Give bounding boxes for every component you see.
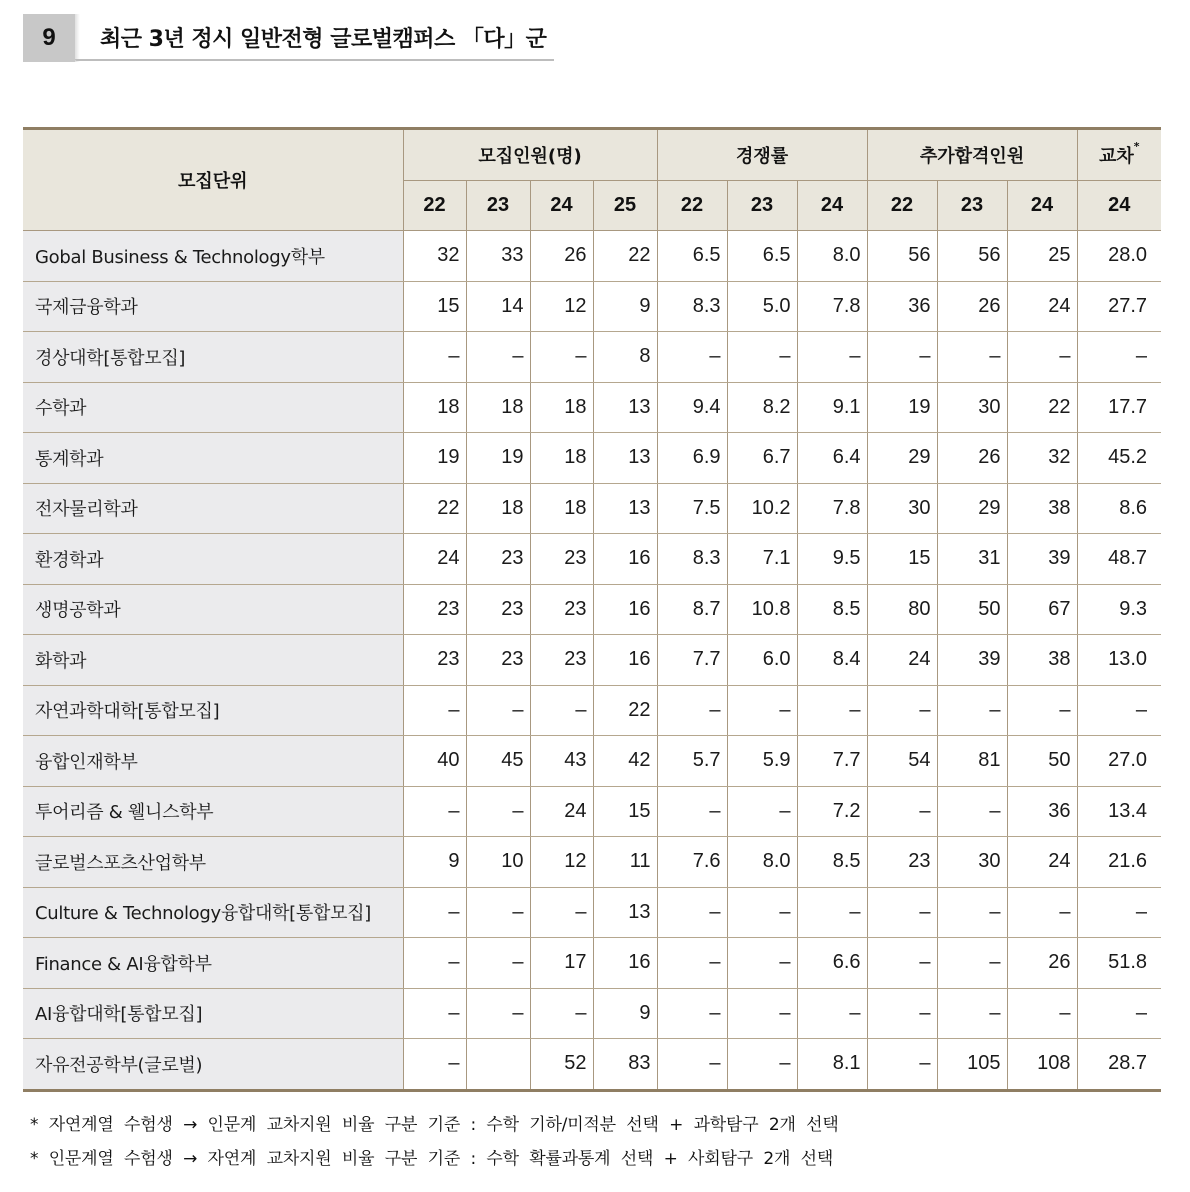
row-label: 글로벌스포츠산업학부 [23, 837, 403, 888]
table-cell: 9.1 [797, 382, 867, 433]
table-cell: – [867, 786, 937, 837]
table-cell: 23 [403, 635, 466, 686]
table-cell: 18 [466, 483, 530, 534]
table-cell: 6.9 [657, 433, 727, 484]
col-year: 23 [727, 181, 797, 231]
table-row [23, 382, 1161, 433]
table-cell: – [727, 988, 797, 1039]
table-cell: 15 [403, 281, 466, 332]
row-label: 투어리즘 & 웰니스학부 [23, 786, 403, 837]
col-group-quota: 모집인원(명) [403, 129, 657, 181]
table-cell: – [1077, 988, 1161, 1039]
table-cell: – [403, 938, 466, 989]
table-cell: 33 [466, 231, 530, 282]
table-cell: 28.0 [1077, 231, 1161, 282]
table-cell: 22 [593, 685, 657, 736]
table-cell: 83 [593, 1039, 657, 1091]
table-row [23, 887, 1161, 938]
table-cell: – [466, 786, 530, 837]
admissions-table [23, 127, 1161, 1092]
table-cell: 8.5 [797, 584, 867, 635]
table-cell: – [727, 1039, 797, 1091]
table-cell: 8.4 [797, 635, 867, 686]
table-cell: – [403, 887, 466, 938]
table-cell: 13.4 [1077, 786, 1161, 837]
table-cell: 45 [466, 736, 530, 787]
table-cell: 8.0 [797, 231, 867, 282]
table-body [23, 231, 1161, 1091]
table-cell: – [797, 332, 867, 383]
table-row [23, 837, 1161, 888]
table-cell: – [657, 786, 727, 837]
col-year: 24 [1007, 181, 1077, 231]
table-cell: 9 [593, 988, 657, 1039]
table-cell: – [727, 786, 797, 837]
table-cell: 10.2 [727, 483, 797, 534]
table-cell: 7.7 [657, 635, 727, 686]
table-cell: – [657, 988, 727, 1039]
table-cell: – [727, 685, 797, 736]
table-cell: 36 [1007, 786, 1077, 837]
table-cell: – [657, 685, 727, 736]
table-cell: 22 [1007, 382, 1077, 433]
table-cell: 15 [593, 786, 657, 837]
table-cell: 40 [403, 736, 466, 787]
table-cell: – [1007, 332, 1077, 383]
table-cell: 6.7 [727, 433, 797, 484]
table-cell: 6.4 [797, 433, 867, 484]
table-cell: – [937, 938, 1007, 989]
table-row [23, 1039, 1161, 1091]
table-cell: – [1077, 332, 1161, 383]
table-cell: – [1007, 988, 1077, 1039]
table-cell: – [657, 938, 727, 989]
table-cell: – [530, 887, 593, 938]
table-cell: – [403, 786, 466, 837]
table-row [23, 736, 1161, 787]
table-cell [466, 1039, 530, 1091]
table-cell: 24 [1007, 837, 1077, 888]
table-row [23, 685, 1161, 736]
table-cell: 23 [530, 635, 593, 686]
table-cell: 10 [466, 837, 530, 888]
table-cell: 12 [530, 281, 593, 332]
table-cell: – [466, 685, 530, 736]
table-cell: – [403, 685, 466, 736]
table-cell: 9 [593, 281, 657, 332]
col-header-unit: 모집단위 [23, 129, 403, 231]
table-cell: 108 [1007, 1039, 1077, 1091]
table-cell: 23 [466, 534, 530, 585]
table-cell: 23 [466, 635, 530, 686]
table-cell: – [797, 685, 867, 736]
table-cell: 17 [530, 938, 593, 989]
table-cell: 32 [1007, 433, 1077, 484]
table-cell: – [530, 685, 593, 736]
table-cell: 6.5 [657, 231, 727, 282]
table-cell: 10.8 [727, 584, 797, 635]
table-cell: 24 [403, 534, 466, 585]
table-row [23, 332, 1161, 383]
row-label: Gobal Business & Technology학부 [23, 231, 403, 282]
col-year: 23 [466, 181, 530, 231]
table-row [23, 281, 1161, 332]
col-year: 25 [593, 181, 657, 231]
table-cell: 13 [593, 483, 657, 534]
row-label: 수학과 [23, 382, 403, 433]
table-cell: 8.3 [657, 281, 727, 332]
table-cell: 29 [937, 483, 1007, 534]
col-year: 22 [867, 181, 937, 231]
table-cell: – [1007, 685, 1077, 736]
table-cell: 7.7 [797, 736, 867, 787]
table-cell: 7.8 [797, 483, 867, 534]
table-cell: 17.7 [1077, 382, 1161, 433]
table-row [23, 786, 1161, 837]
row-label: 통계학과 [23, 433, 403, 484]
title-underline [75, 59, 554, 61]
table-cell: 27.7 [1077, 281, 1161, 332]
table-cell: – [937, 786, 1007, 837]
table-cell: – [1077, 685, 1161, 736]
table-cell: 13.0 [1077, 635, 1161, 686]
table-cell: 6.0 [727, 635, 797, 686]
table-cell: – [867, 332, 937, 383]
table-cell: 12 [530, 837, 593, 888]
table-cell: – [657, 887, 727, 938]
table-row [23, 988, 1161, 1039]
table-cell: 30 [867, 483, 937, 534]
page-title: 최근 3년 정시 일반전형 글로벌캠퍼스 「다」군 [100, 26, 547, 52]
table-row [23, 433, 1161, 484]
table-cell: 19 [867, 382, 937, 433]
col-year: 24 [797, 181, 867, 231]
table-cell: – [466, 938, 530, 989]
footnote: * 인문계열 수험생 → 자연계 교차지원 비율 구분 기준 : 수학 확률과통계 선택 + 사회탐구 2개 선택 [30, 1149, 834, 1169]
col-year: 22 [657, 181, 727, 231]
table-cell: – [466, 988, 530, 1039]
table-cell: 13 [593, 433, 657, 484]
table-row [23, 938, 1161, 989]
table-cell: 105 [937, 1039, 1007, 1091]
row-label: 화학과 [23, 635, 403, 686]
row-label: Finance & AI융합학부 [23, 938, 403, 989]
row-label: 경상대학[통합모집] [23, 332, 403, 383]
table-cell: – [727, 332, 797, 383]
col-group-additional: 추가합격인원 [867, 129, 1077, 181]
col-group-competition: 경쟁률 [657, 129, 867, 181]
col-year: 22 [403, 181, 466, 231]
table-cell: – [867, 1039, 937, 1091]
table-cell: 26 [1007, 938, 1077, 989]
table-cell: – [1077, 887, 1161, 938]
table-cell: 30 [937, 382, 1007, 433]
table-cell: 5.9 [727, 736, 797, 787]
table-cell: – [727, 887, 797, 938]
table-cell: 8.6 [1077, 483, 1161, 534]
table-cell: – [937, 332, 1007, 383]
col-year: 24 [1077, 181, 1161, 231]
table-cell: 50 [1007, 736, 1077, 787]
table-cell: 52 [530, 1039, 593, 1091]
table-cell: 5.0 [727, 281, 797, 332]
table-cell: 16 [593, 584, 657, 635]
table-cell: 28.7 [1077, 1039, 1161, 1091]
table-cell: – [657, 1039, 727, 1091]
table-cell: 7.8 [797, 281, 867, 332]
table-cell: 26 [530, 231, 593, 282]
table-cell: – [466, 887, 530, 938]
table-cell: 13 [593, 382, 657, 433]
table-cell: 32 [403, 231, 466, 282]
table-cell: 7.1 [727, 534, 797, 585]
footnote: * 자연계열 수험생 → 인문계 교차지원 비율 구분 기준 : 수학 기하/미적분 선택 + 과학탐구 2개 선택 [30, 1115, 839, 1135]
table-cell: 24 [867, 635, 937, 686]
row-label: 생명공학과 [23, 584, 403, 635]
table-cell: 8.2 [727, 382, 797, 433]
table-cell: 42 [593, 736, 657, 787]
table-cell: 56 [867, 231, 937, 282]
table-cell: – [867, 938, 937, 989]
table-cell: 8.5 [797, 837, 867, 888]
table-cell: 7.5 [657, 483, 727, 534]
table-cell: 39 [937, 635, 1007, 686]
table-cell: 67 [1007, 584, 1077, 635]
table-cell: – [937, 685, 1007, 736]
table-cell: 18 [530, 433, 593, 484]
table-cell: 8.7 [657, 584, 727, 635]
table-cell: 23 [466, 584, 530, 635]
table-cell: – [867, 988, 937, 1039]
table-row [23, 483, 1161, 534]
col-year: 24 [530, 181, 593, 231]
table-cell: 30 [937, 837, 1007, 888]
row-label: Culture & Technology융합대학[통합모집] [23, 887, 403, 938]
row-label: AI융합대학[통합모집] [23, 988, 403, 1039]
table-cell: – [867, 685, 937, 736]
table-cell: 25 [1007, 231, 1077, 282]
section-title [23, 14, 554, 62]
table-cell: 27.0 [1077, 736, 1161, 787]
table-cell: – [797, 988, 867, 1039]
table-cell: 8.0 [727, 837, 797, 888]
row-label: 국제금융학과 [23, 281, 403, 332]
table-cell: 80 [867, 584, 937, 635]
table-cell: 8.1 [797, 1039, 867, 1091]
row-label: 전자물리학과 [23, 483, 403, 534]
table-cell: 54 [867, 736, 937, 787]
table-cell: 23 [530, 584, 593, 635]
table-cell: 22 [593, 231, 657, 282]
table-cell: 45.2 [1077, 433, 1161, 484]
table-cell: 16 [593, 635, 657, 686]
table-cell: 19 [403, 433, 466, 484]
table-cell: – [797, 887, 867, 938]
table-cell: 16 [593, 534, 657, 585]
table-cell: 22 [403, 483, 466, 534]
table-cell: 39 [1007, 534, 1077, 585]
table-cell: – [403, 1039, 466, 1091]
col-year: 23 [937, 181, 1007, 231]
table-cell: 26 [937, 281, 1007, 332]
table-cell: 29 [867, 433, 937, 484]
table-cell: 16 [593, 938, 657, 989]
table-cell: – [403, 332, 466, 383]
table-cell: 13 [593, 887, 657, 938]
table-cell: 19 [466, 433, 530, 484]
table-cell: 9.5 [797, 534, 867, 585]
footnotes [30, 1108, 839, 1176]
row-label: 융합인재학부 [23, 736, 403, 787]
table-cell: 23 [403, 584, 466, 635]
table-row [23, 635, 1161, 686]
table-cell: – [530, 332, 593, 383]
table-cell: 8.3 [657, 534, 727, 585]
table-cell: 24 [530, 786, 593, 837]
footnote-star: * [1133, 140, 1140, 153]
table-row [23, 584, 1161, 635]
header-group-row [23, 129, 1161, 181]
row-label: 자유전공학부(글로벌) [23, 1039, 403, 1091]
table-cell: 31 [937, 534, 1007, 585]
table-cell: 9.3 [1077, 584, 1161, 635]
table-cell: 23 [867, 837, 937, 888]
table-cell: 9 [403, 837, 466, 888]
table-cell: – [657, 332, 727, 383]
table-cell: 18 [530, 382, 593, 433]
table-cell: 7.6 [657, 837, 727, 888]
table-cell: 14 [466, 281, 530, 332]
table-cell: 50 [937, 584, 1007, 635]
table-cell: 8 [593, 332, 657, 383]
section-number: 9 [23, 14, 75, 62]
table-cell: 18 [466, 382, 530, 433]
table-cell: 51.8 [1077, 938, 1161, 989]
cross-label: 교차 [1099, 146, 1134, 167]
table-cell: 43 [530, 736, 593, 787]
table-cell: 81 [937, 736, 1007, 787]
table-cell: 18 [403, 382, 466, 433]
table-cell: 24 [1007, 281, 1077, 332]
table-cell: – [466, 332, 530, 383]
table-cell: – [530, 988, 593, 1039]
table-cell: – [937, 887, 1007, 938]
table-cell: 18 [530, 483, 593, 534]
table-cell: – [867, 887, 937, 938]
table-cell: 6.5 [727, 231, 797, 282]
table-cell: 15 [867, 534, 937, 585]
table-cell: 26 [937, 433, 1007, 484]
table-cell: 56 [937, 231, 1007, 282]
table-cell: 36 [867, 281, 937, 332]
row-label: 환경학과 [23, 534, 403, 585]
table-cell: 23 [530, 534, 593, 585]
table-cell: 7.2 [797, 786, 867, 837]
table-cell: – [403, 988, 466, 1039]
table-cell: – [937, 988, 1007, 1039]
table-cell: – [727, 938, 797, 989]
table-row [23, 534, 1161, 585]
table-cell: 21.6 [1077, 837, 1161, 888]
table-cell: 11 [593, 837, 657, 888]
table-cell: 6.6 [797, 938, 867, 989]
table-row [23, 231, 1161, 282]
col-group-cross [1077, 129, 1161, 181]
table-cell: 38 [1007, 635, 1077, 686]
table-cell: 5.7 [657, 736, 727, 787]
table-cell: – [1007, 887, 1077, 938]
table-cell: 48.7 [1077, 534, 1161, 585]
table-cell: 9.4 [657, 382, 727, 433]
title-divider [75, 14, 80, 62]
table-cell: 38 [1007, 483, 1077, 534]
row-label: 자연과학대학[통합모집] [23, 685, 403, 736]
